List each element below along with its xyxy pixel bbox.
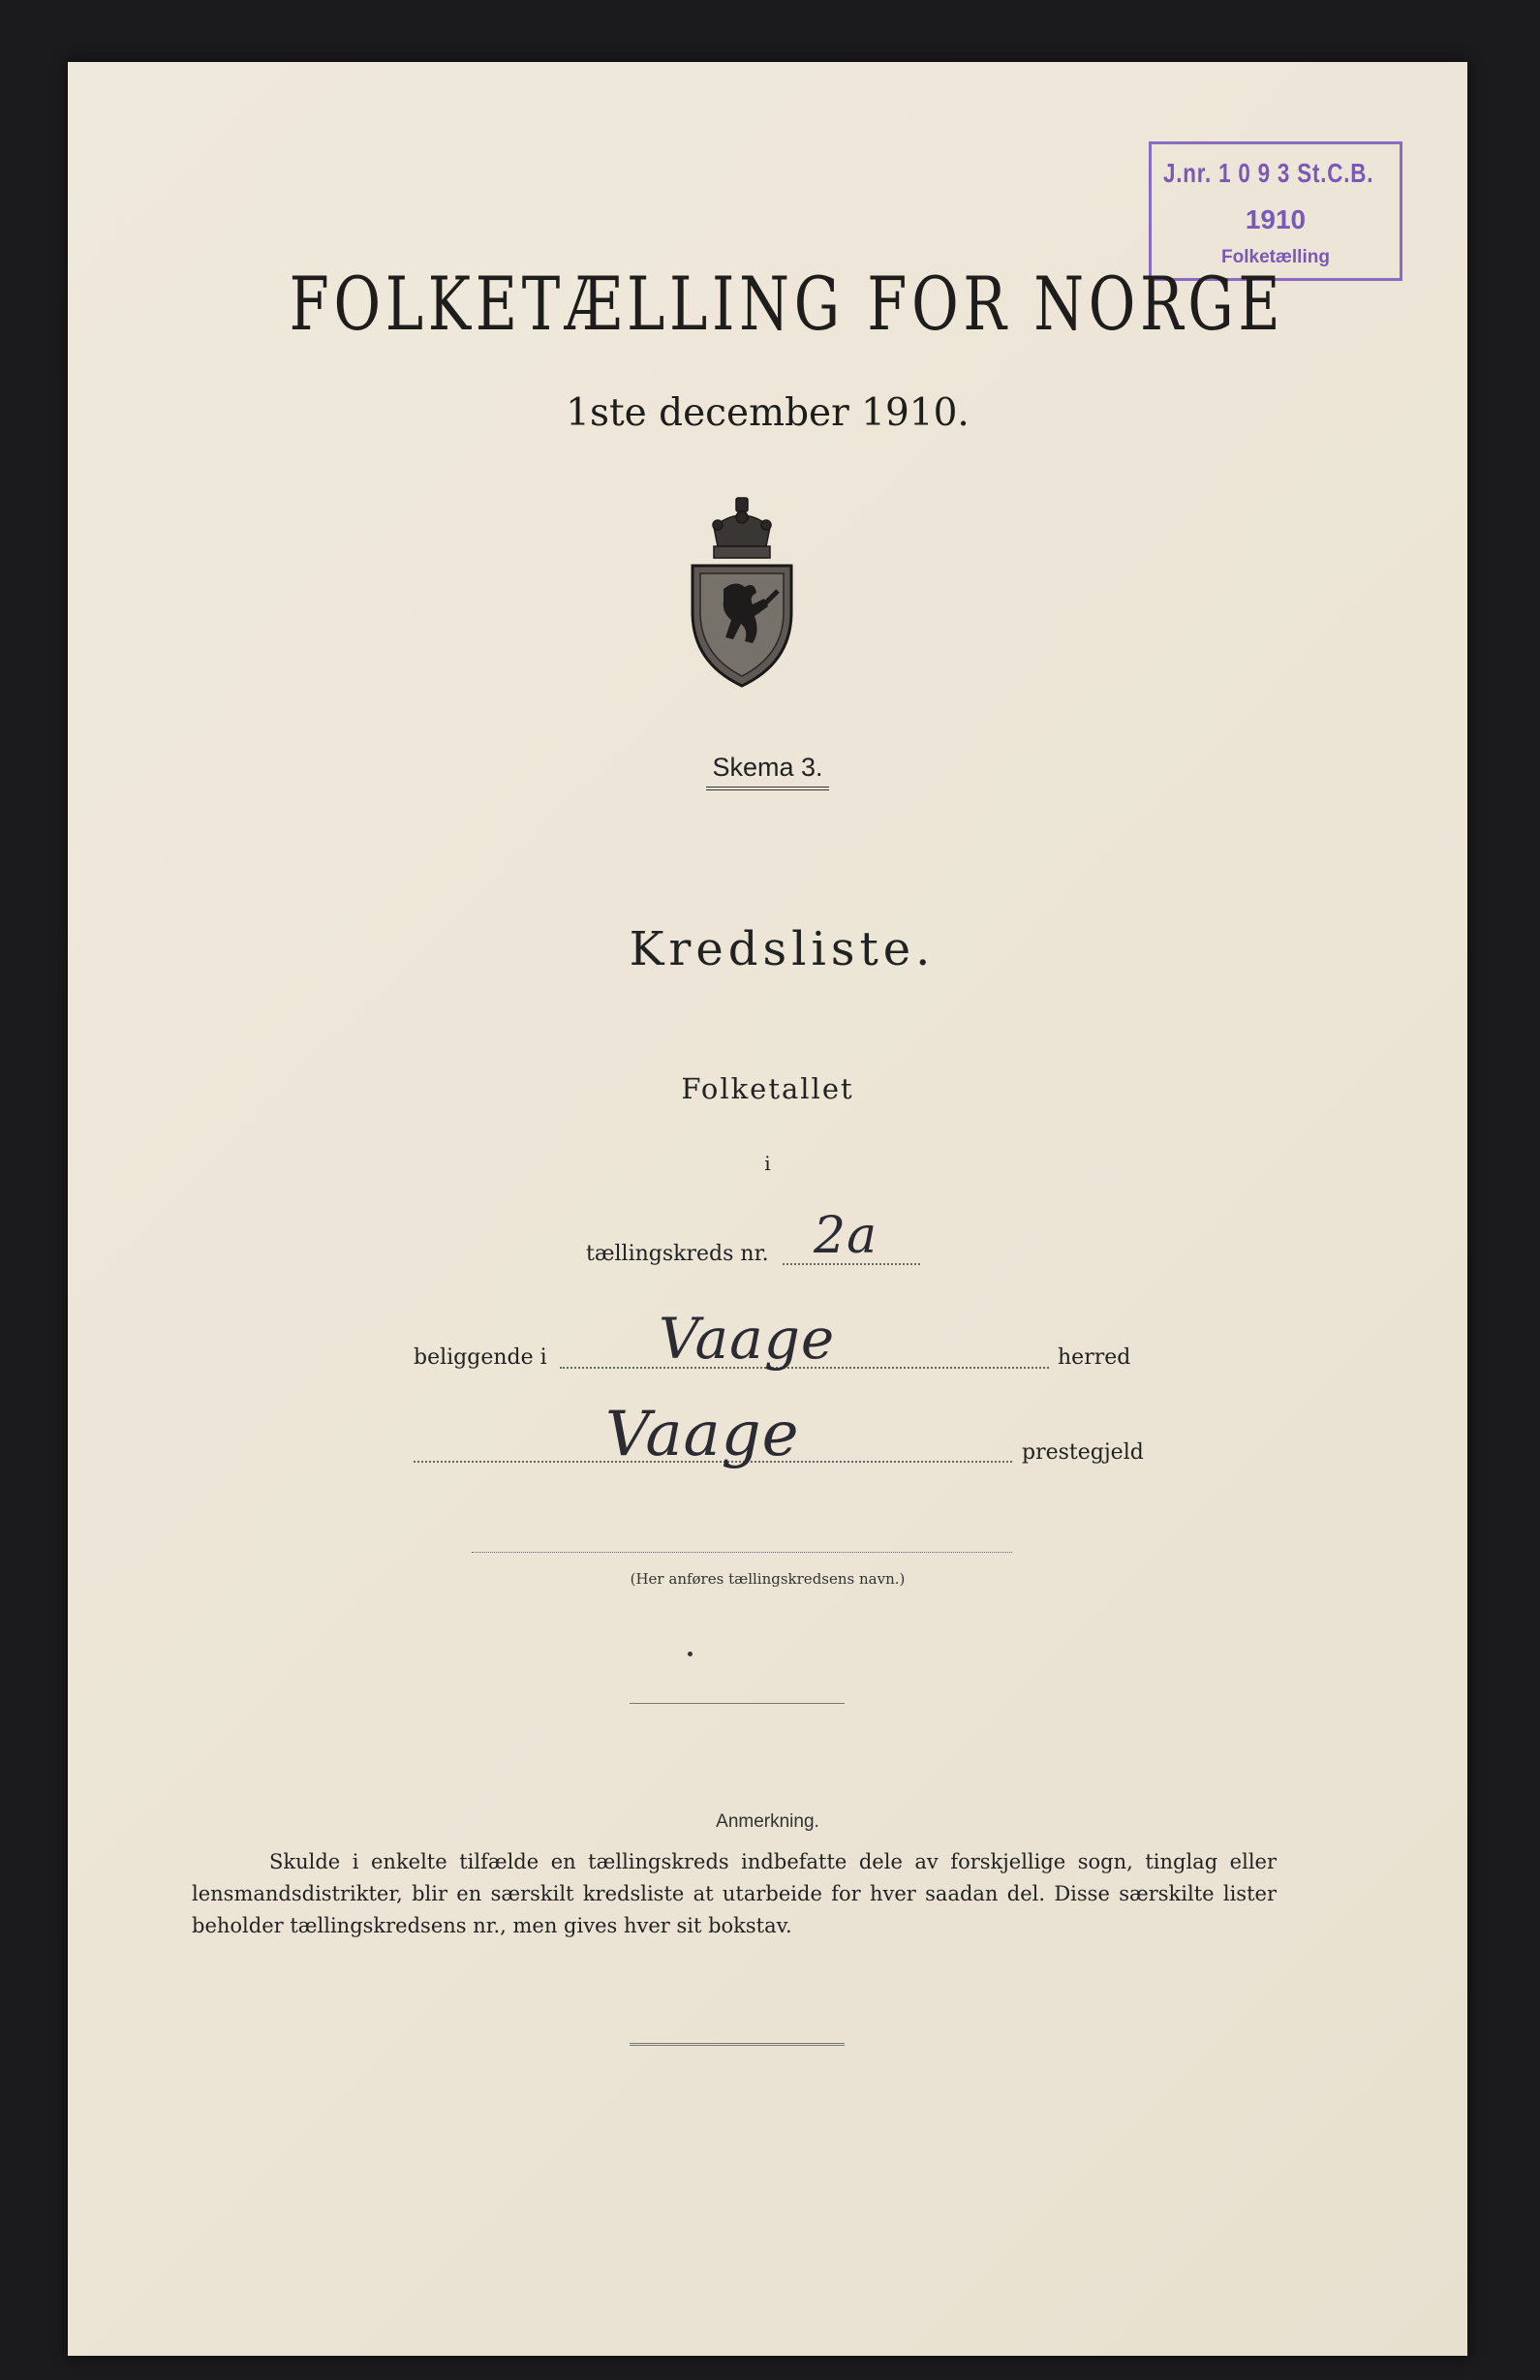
bottom-double-rule bbox=[630, 2043, 845, 2046]
census-date: 1ste december 1910. bbox=[566, 391, 970, 435]
decorative-dot bbox=[688, 1652, 693, 1656]
preposition-i: i bbox=[764, 1152, 771, 1175]
form-type: Kredsliste. bbox=[629, 922, 936, 976]
stamp-year: 1910 bbox=[1245, 204, 1307, 234]
remark-heading: Anmerkning. bbox=[716, 1811, 819, 1832]
divider-line bbox=[630, 1703, 845, 1704]
prestegjeld-label: prestegjeld bbox=[1022, 1440, 1144, 1465]
norwegian-coat-of-arms-icon bbox=[685, 496, 799, 690]
remark-text: Skulde i enkelte tilfælde en tællingskreds indbefatte dele av forskjellige sogn, tinglag eller lensmandsdistrikter, blir en særskilt kredsliste at utarbeide for hver saadan del. Disse særskilte lister beholder tællingskredsens nr., men gives hver sit bokstav. bbox=[192, 1850, 1277, 1937]
kreds-number-value: 2a bbox=[814, 1207, 878, 1265]
beliggende-label: beliggende i bbox=[414, 1345, 547, 1370]
schema-number: Skema 3. bbox=[68, 753, 1467, 790]
stamp-journal-number: J.nr. 1 0 9 3 St.C.B. bbox=[1163, 158, 1374, 188]
herred-value: Vaage bbox=[659, 1306, 836, 1372]
prestegjeld-value: Vaage bbox=[605, 1399, 800, 1470]
folketallet-label: Folketallet bbox=[681, 1072, 854, 1105]
page-title: FOLKETÆLLING FOR NORGE bbox=[289, 261, 1285, 347]
stamp-label: Folketælling bbox=[1221, 247, 1330, 267]
census-form-page bbox=[68, 62, 1467, 2356]
kreds-number-label: tællingskreds nr. bbox=[586, 1242, 769, 1266]
herred-label: herred bbox=[1058, 1345, 1131, 1370]
kreds-name-dotted-line bbox=[472, 1552, 1012, 1553]
kreds-name-note: (Her anføres tællingskredsens navn.) bbox=[630, 1570, 906, 1588]
